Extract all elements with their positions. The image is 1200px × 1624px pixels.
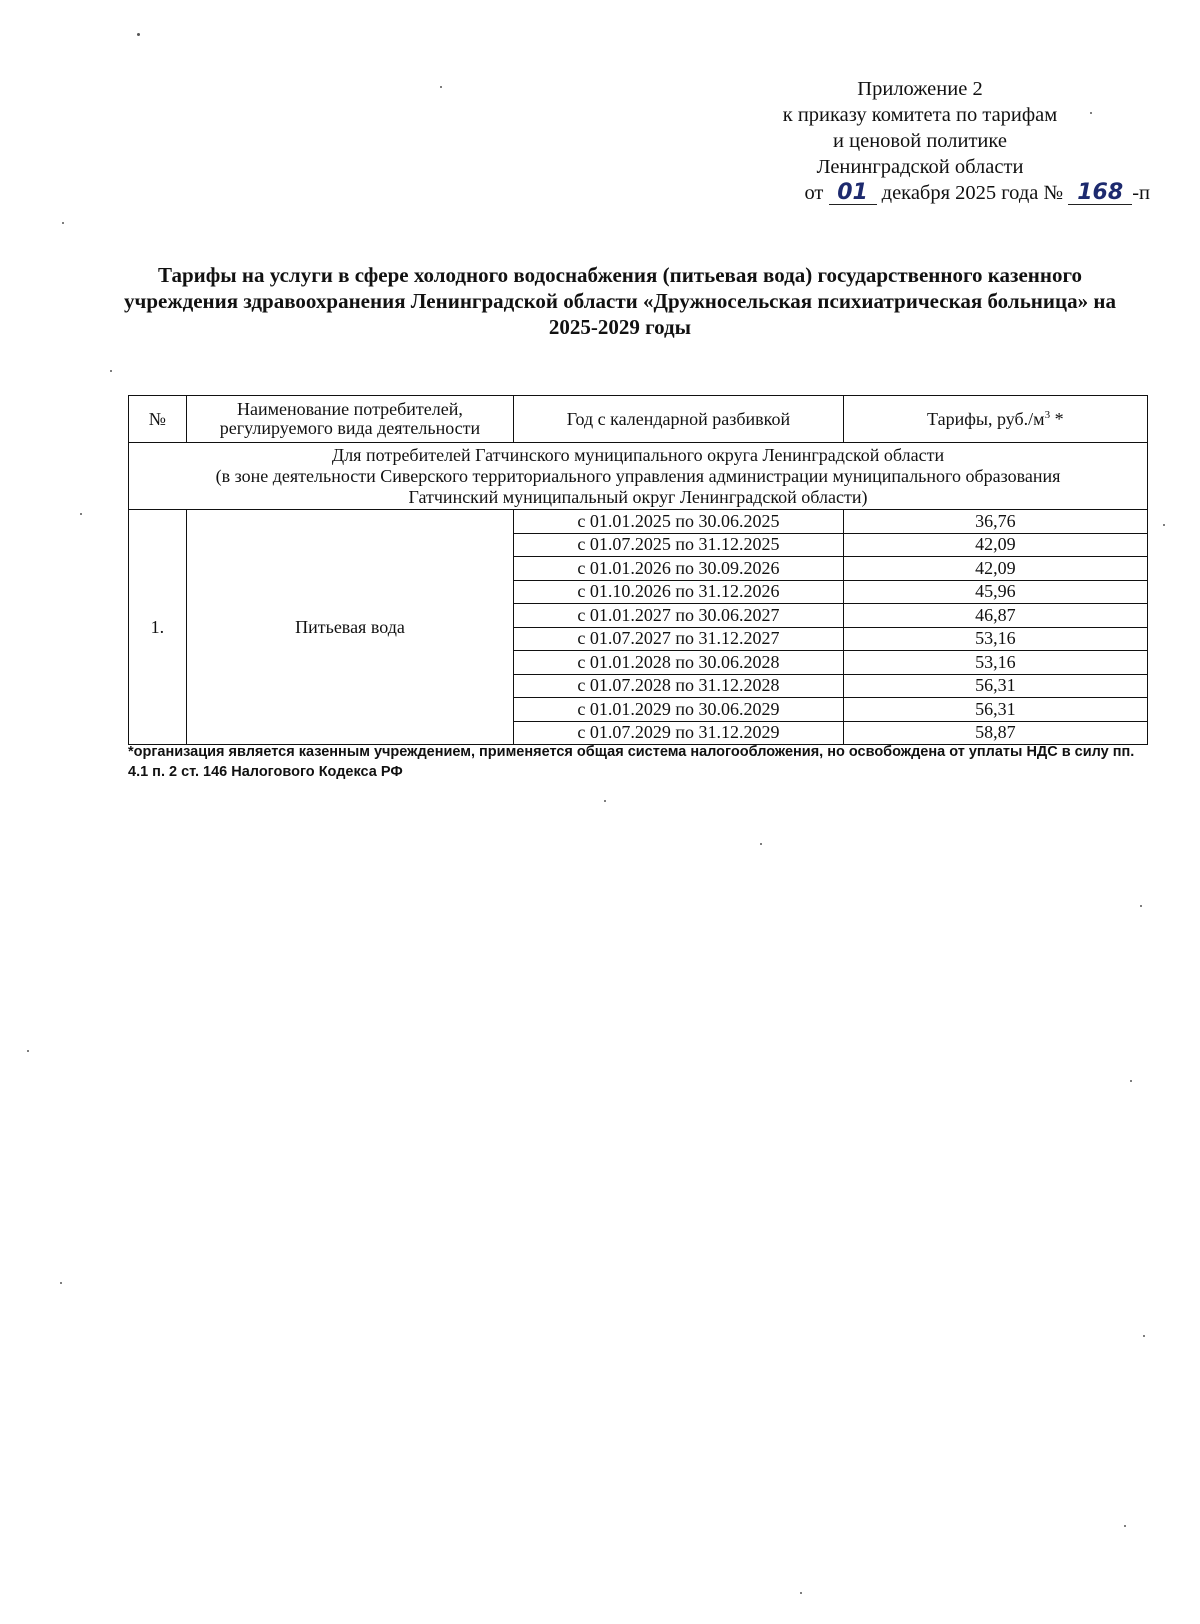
period-cell: с 01.01.2025 по 30.06.2025 [514, 510, 843, 534]
consumer-zone-line: Гатчинский муниципальный округ Ленинградской области) [408, 486, 868, 507]
appendix-ref-line: Ленинградской области [816, 156, 1024, 178]
header-num: № [129, 396, 187, 443]
scan-speck [80, 513, 82, 515]
handwritten-day: 01 [829, 182, 877, 205]
scan-speck [604, 800, 606, 802]
row-number: 1. [129, 510, 187, 745]
period-cell: с 01.07.2025 по 31.12.2025 [514, 533, 843, 557]
appendix-title: Приложение 2 [857, 78, 983, 100]
tariff-cell: 56,31 [843, 698, 1147, 722]
appendix-ref-line: и ценовой политике [833, 130, 1007, 152]
scan-speck [137, 33, 140, 36]
tariff-cell: 42,09 [843, 557, 1147, 581]
period-cell: с 01.07.2028 по 31.12.2028 [514, 674, 843, 698]
footnote: *организация является казенным учреждением, применяется общая система налогообложения, но освобождена от уплаты НДС в силу пп. 4.1 п. 2 ст. 146 Налогового Кодекса РФ [128, 744, 1135, 780]
period-cell: с 01.01.2028 по 30.06.2028 [514, 651, 843, 675]
tariff-cell: 53,16 [843, 627, 1147, 651]
scan-speck [27, 1050, 29, 1052]
tariff-table [128, 395, 1148, 745]
period-cell: с 01.01.2026 по 30.09.2026 [514, 557, 843, 581]
date-prefix: от [804, 182, 824, 204]
order-date-line [690, 180, 1150, 206]
tariff-cell: 46,87 [843, 604, 1147, 628]
header-tariff-sup: 3 [1044, 408, 1051, 421]
tariff-cell: 56,31 [843, 674, 1147, 698]
scan-speck [1090, 112, 1092, 114]
scan-speck [800, 1592, 802, 1594]
tariff-cell: 53,16 [843, 651, 1147, 675]
consumer-zone-line: Для потребителей Гатчинского муниципального округа Ленинградской области [331, 444, 945, 465]
appendix-ref-line: к приказу комитета по тарифам [782, 104, 1058, 126]
table-row [129, 510, 1148, 534]
scan-speck [60, 1282, 62, 1284]
order-suffix: -п [1132, 182, 1150, 204]
period-cell: с 01.01.2029 по 30.06.2029 [514, 698, 843, 722]
scan-speck [1143, 1335, 1145, 1337]
tariff-cell: 36,76 [843, 510, 1147, 534]
scan-speck [1124, 1525, 1126, 1527]
appendix-header [690, 76, 1150, 206]
scan-speck [1140, 905, 1142, 907]
consumer-zone-row [129, 443, 1148, 510]
document-title: Тарифы на услуги в сфере холодного водоснабжения (питьевая вода) государственного казенного учреждения здравоохранения Ленинградской области «Дружносельская психиатрическая больница» на 2025-2029 годы [124, 263, 1116, 339]
tariff-cell: 42,09 [843, 533, 1147, 557]
consumer-zone-cell [129, 443, 1148, 510]
service-name: Питьевая вода [186, 510, 514, 745]
scan-speck [760, 843, 762, 845]
scan-speck [110, 370, 112, 372]
period-cell: с 01.10.2026 по 31.12.2026 [514, 580, 843, 604]
scan-speck [440, 86, 442, 88]
table-header-row [129, 396, 1148, 443]
header-name: Наименование потребителей, регулируемого вида деятельности [186, 396, 514, 443]
period-cell: с 01.01.2027 по 30.06.2027 [514, 604, 843, 628]
tariff-cell: 58,87 [843, 721, 1147, 745]
header-tariff-mark: * [1050, 408, 1064, 429]
header-tariff [843, 396, 1147, 443]
tariff-cell: 45,96 [843, 580, 1147, 604]
period-cell: с 01.07.2029 по 31.12.2029 [514, 721, 843, 745]
period-cell: с 01.07.2027 по 31.12.2027 [514, 627, 843, 651]
scan-speck [1130, 1080, 1132, 1082]
scan-speck [62, 222, 64, 224]
scan-speck [1163, 524, 1165, 526]
date-middle: декабря 2025 года № [881, 182, 1064, 204]
header-tariff-label: Тарифы, руб./м [927, 408, 1045, 429]
header-period: Год с календарной разбивкой [514, 396, 843, 443]
consumer-zone-line: (в зоне деятельности Сиверского территориального управления администрации муниципального образования [215, 465, 1061, 486]
handwritten-order-number: 168 [1068, 182, 1132, 205]
